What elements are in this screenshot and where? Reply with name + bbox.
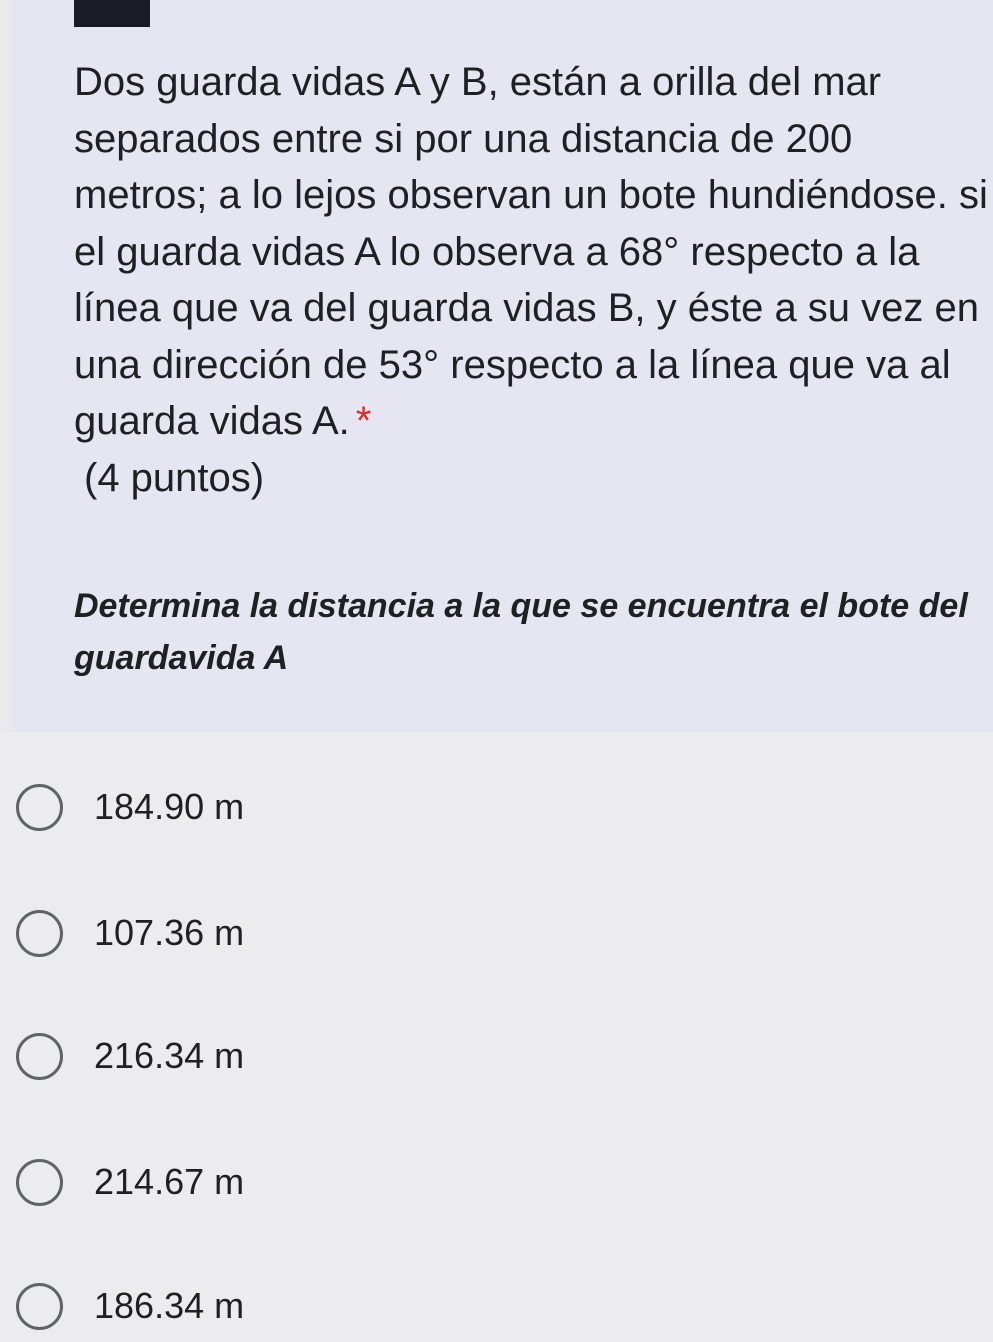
question-card <box>12 0 993 732</box>
question-instruction: Determina la distancia a la que se encuentra el bote del guardavida A <box>74 587 968 677</box>
answer-option-label: 214.67 m <box>94 1161 245 1202</box>
radio-button[interactable] <box>16 1159 63 1206</box>
header-mark <box>74 0 150 27</box>
answer-option-107-36[interactable] <box>16 906 616 960</box>
question-title <box>74 54 989 450</box>
radio-button[interactable] <box>16 1283 63 1330</box>
question-points: (4 puntos) <box>84 456 265 500</box>
answer-option-label: 184.90 m <box>94 786 245 827</box>
required-marker: * <box>355 399 372 443</box>
answer-option-186-34[interactable] <box>16 1279 616 1333</box>
answer-options <box>0 732 993 1342</box>
question-text: Dos guarda vidas A y B, están a orilla del mar separados entre si por una distancia de 200 metros; a lo lejos observan un bote hundiéndose. si el guarda vidas A lo observa a 68° respecto a la línea que va del guarda vidas B, y éste a su vez en una dirección de 53° respecto a la línea que va al guarda vidas A. <box>74 60 988 443</box>
radio-button[interactable] <box>16 784 63 831</box>
answer-option-216-34[interactable] <box>16 1029 616 1083</box>
radio-button[interactable] <box>16 1033 63 1080</box>
answer-option-184-90[interactable] <box>16 780 616 834</box>
answer-option-214-67[interactable] <box>16 1155 616 1209</box>
answer-option-label: 186.34 m <box>94 1285 245 1326</box>
answer-option-label: 107.36 m <box>94 912 245 953</box>
answer-option-label: 216.34 m <box>94 1035 245 1076</box>
radio-button[interactable] <box>16 910 63 957</box>
